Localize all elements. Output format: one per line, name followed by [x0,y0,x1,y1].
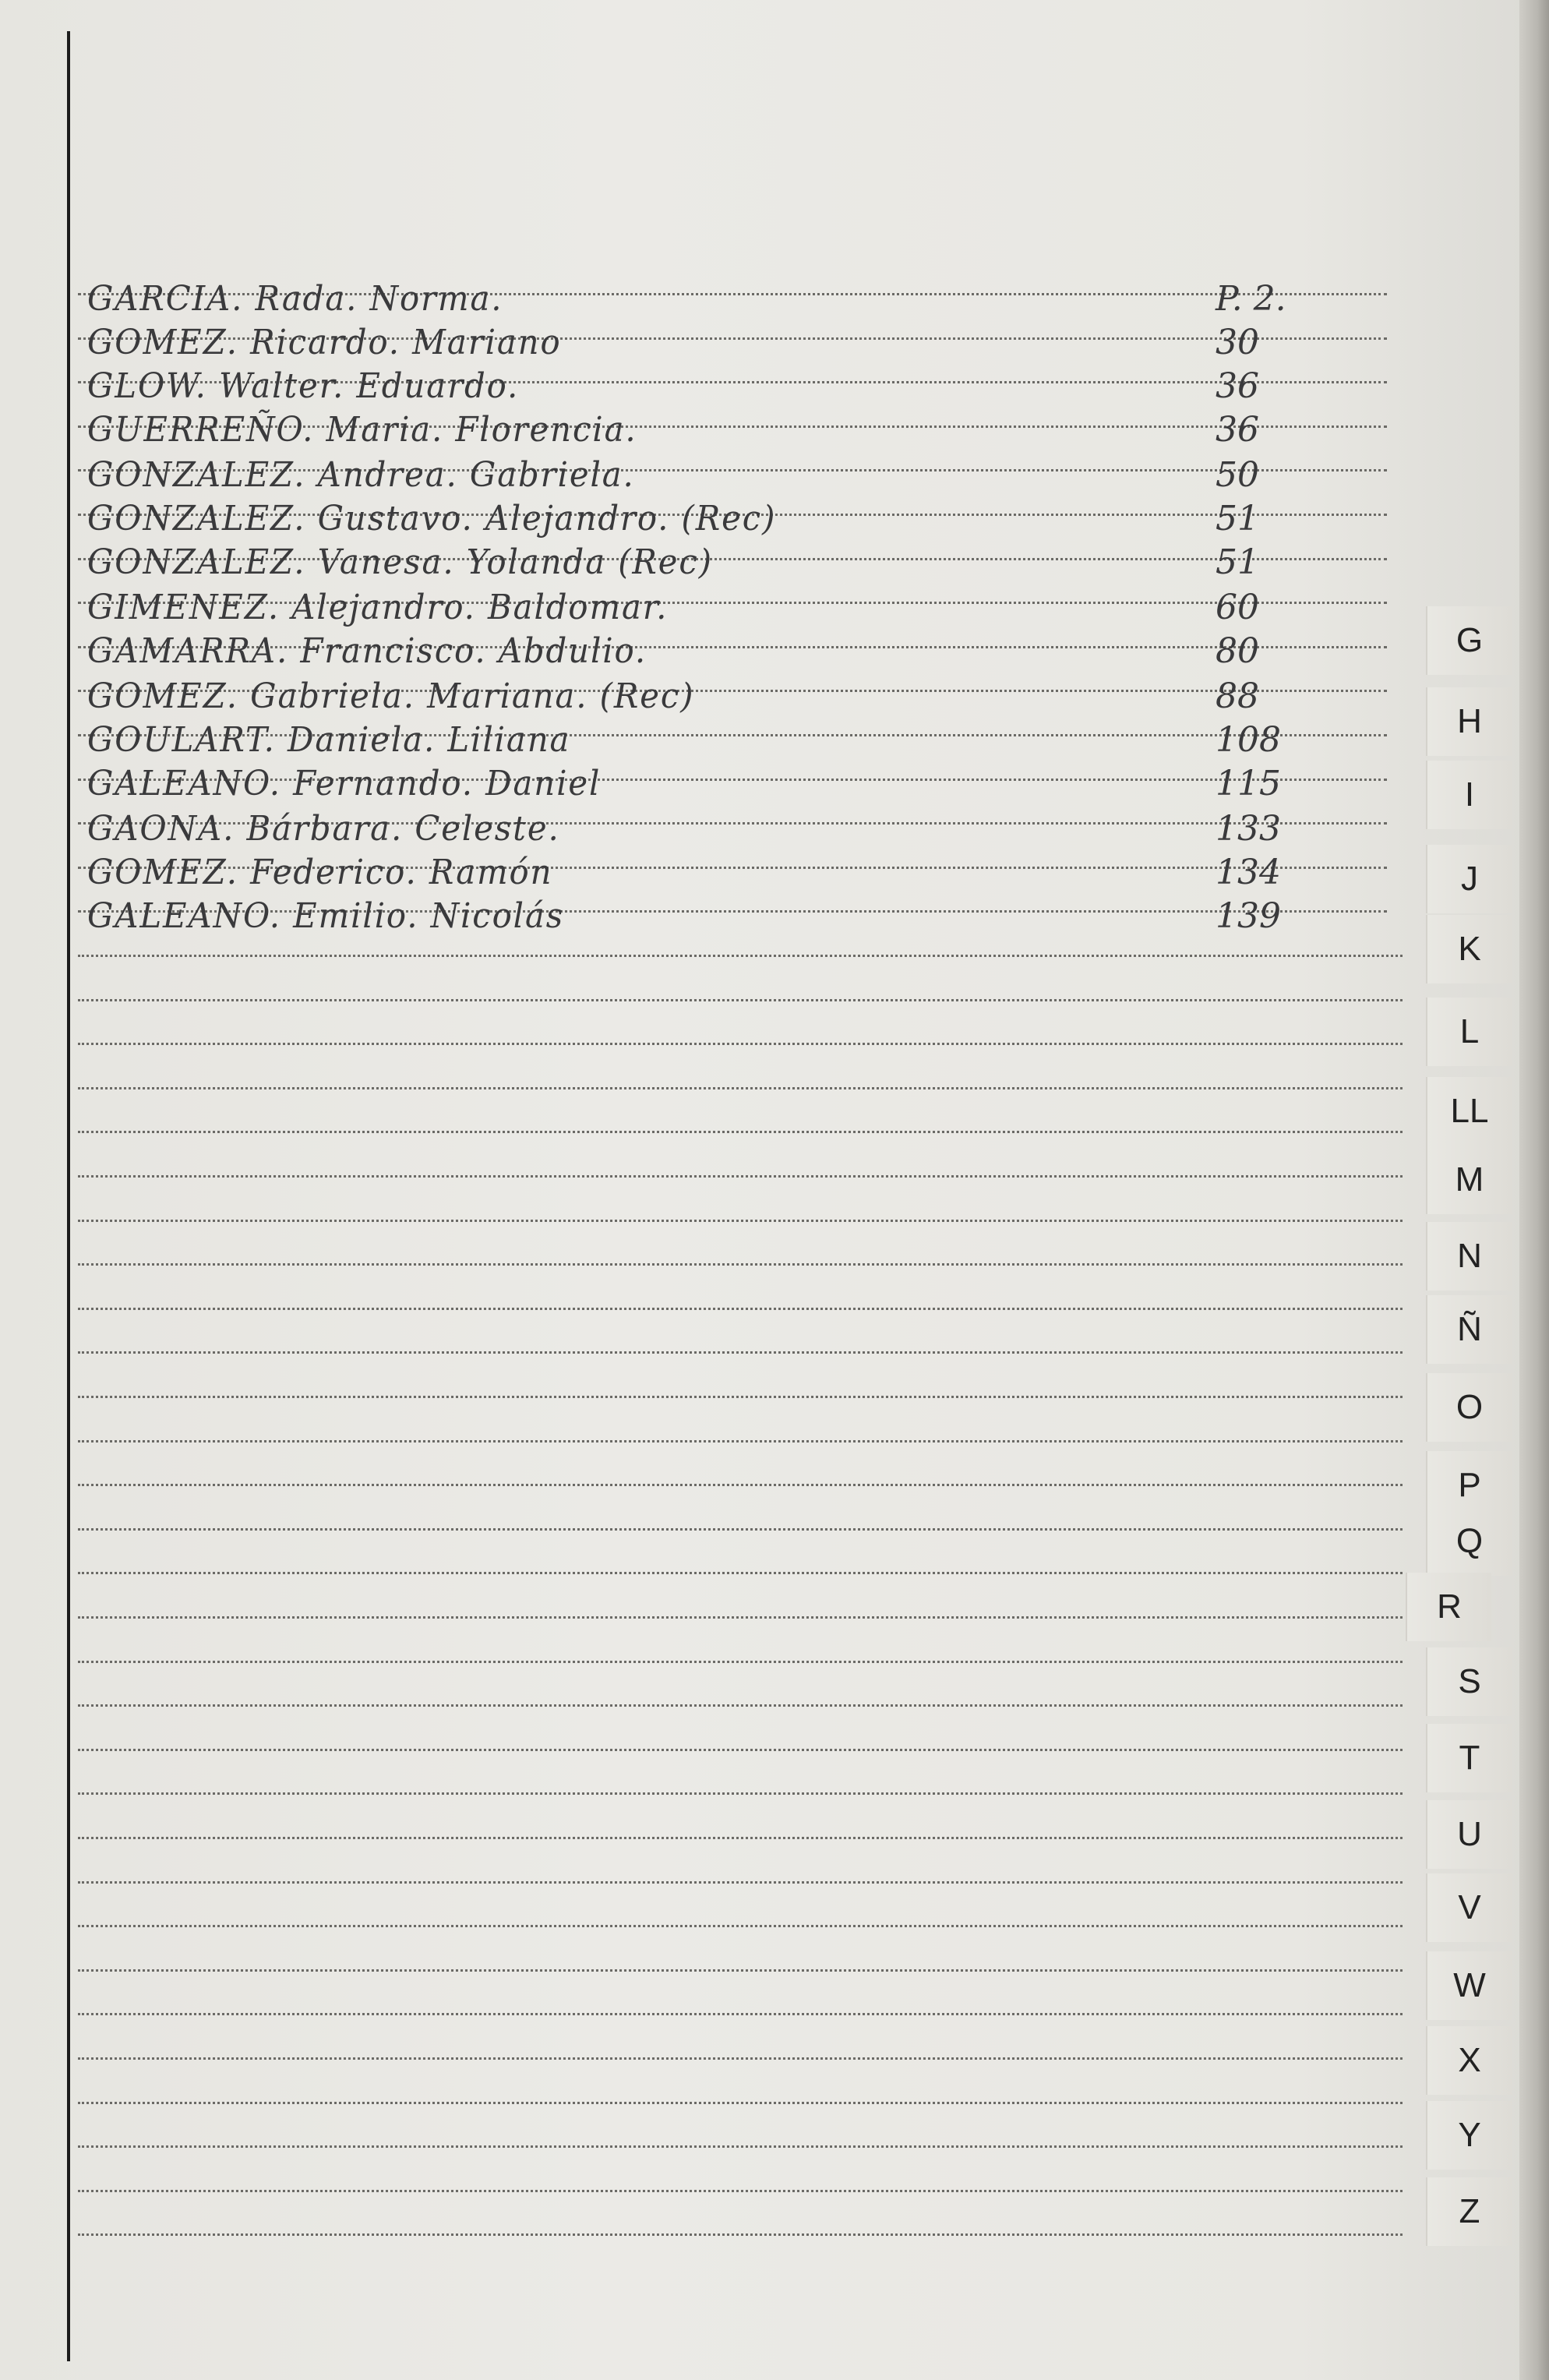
ruled-line [78,1528,1403,1531]
entry-page: 51 [1216,542,1259,582]
entry-page: 115 [1216,764,1281,803]
entry-page: 50 [1216,455,1259,495]
entry-name: GONZALEZ. Andrea. Gabriela. [87,455,635,495]
tab-l[interactable]: L [1426,998,1512,1066]
tab-v[interactable]: V [1426,1873,1512,1942]
tab-s[interactable]: S [1426,1647,1512,1716]
entry-page: 134 [1216,853,1281,892]
ruled-line [78,1087,1403,1089]
entry-page: 51 [1216,499,1259,539]
ruled-line [78,1043,1403,1045]
tab-t[interactable]: T [1426,1724,1512,1792]
entry-name: GAMARRA. Francisco. Abdulio. [87,631,647,671]
ruled-line [78,2013,1403,2015]
entry-page: 139 [1216,896,1281,936]
entry-name: GARCIA. Rada. Norma. [87,279,503,319]
entry-row [0,630,1387,673]
tab-i[interactable]: I [1426,761,1512,829]
entry-name: GUERREÑO. Maria. Florencia. [87,410,637,450]
ruled-line [78,2233,1403,2236]
ruled-line [78,1704,1403,1707]
ruled-line [78,1484,1403,1486]
tab-q[interactable]: Q [1426,1507,1512,1576]
entry-name: GLOW. Walter. Eduardo. [87,366,520,406]
ruled-line [78,1220,1403,1222]
ruled-line [78,2102,1403,2104]
tab-u[interactable]: U [1426,1800,1512,1869]
ruled-line [78,2057,1403,2060]
entry-name: GOULART. Daniela. Liliana [87,720,571,760]
tab-w[interactable]: W [1426,1951,1512,2020]
ruled-line [78,1749,1403,1751]
entry-row [0,895,1387,938]
entry-page: 88 [1216,676,1259,716]
ruled-line [78,1440,1403,1442]
tab-r[interactable]: R [1406,1573,1491,1641]
ruled-line [78,999,1403,1001]
tab-o[interactable]: O [1426,1373,1512,1442]
tab-y[interactable]: Y [1426,2101,1512,2170]
entry-page: 36 [1216,366,1259,406]
ruled-line [78,1131,1403,1133]
entry-name: GOMEZ. Federico. Ramón [87,853,553,892]
tab-p[interactable]: P [1426,1451,1512,1520]
entry-page: 108 [1216,720,1281,760]
tab-enye[interactable]: Ñ [1426,1295,1512,1364]
entry-row [0,807,1387,851]
entry-name: GONZALEZ. Vanesa. Yolanda (Rec) [87,542,713,582]
tab-k[interactable]: K [1426,915,1512,983]
alphabet-tabs [1403,0,1549,2380]
tab-m[interactable]: M [1426,1146,1512,1214]
ruled-line [78,1837,1403,1839]
ruled-line [78,955,1403,957]
entry-row [0,586,1387,630]
ruled-line [78,1572,1403,1574]
entry-name: GOMEZ. Gabriela. Mariana. (Rec) [87,676,695,716]
entry-row [0,497,1387,541]
entry-name: GALEANO. Fernando. Daniel [87,764,602,803]
entry-page: 80 [1216,631,1259,671]
entry-name: GAONA. Bárbara. Celeste. [87,809,560,849]
entry-name: GALEANO. Emilio. Nicolás [87,896,565,936]
tab-g[interactable]: G [1426,606,1512,675]
entry-row [0,365,1387,408]
entry-row [0,454,1387,497]
ruled-line [78,1881,1403,1884]
entry-page: P. 2. [1216,279,1286,319]
entry-row [0,408,1387,452]
ruled-line [78,1263,1403,1266]
ruled-line [78,1175,1403,1178]
entry-page: 36 [1216,410,1259,450]
ruled-line [78,1308,1403,1310]
tab-z[interactable]: Z [1426,2177,1512,2246]
ruled-line [78,1925,1403,1927]
entry-name: GOMEZ. Ricardo. Mariano [87,323,562,362]
ruled-line [78,1792,1403,1795]
tab-h[interactable]: H [1426,687,1512,756]
entry-row [0,851,1387,895]
ruled-line [78,2190,1403,2192]
entry-row [0,321,1387,365]
entry-row [0,541,1387,584]
tab-n[interactable]: N [1426,1222,1512,1291]
tab-ll[interactable]: LL [1426,1077,1512,1146]
ruled-line [78,1661,1403,1663]
entry-page: 60 [1216,588,1259,627]
ruled-line [78,1396,1403,1398]
entry-page: 133 [1216,809,1281,849]
entry-row [0,762,1387,806]
entry-row [0,277,1387,321]
ruled-line [78,2145,1403,2148]
ruled-line [78,1969,1403,1972]
ruled-line [78,1351,1403,1354]
entry-row [0,675,1387,719]
entry-name: GONZALEZ. Gustavo. Alejandro. (Rec) [87,499,777,539]
entry-row [0,719,1387,762]
entry-page: 30 [1216,323,1259,362]
entry-name: GIMENEZ. Alejandro. Baldomar. [87,588,669,627]
tab-x[interactable]: X [1426,2026,1512,2095]
ruled-line [78,1616,1403,1619]
tab-j[interactable]: J [1426,845,1512,913]
